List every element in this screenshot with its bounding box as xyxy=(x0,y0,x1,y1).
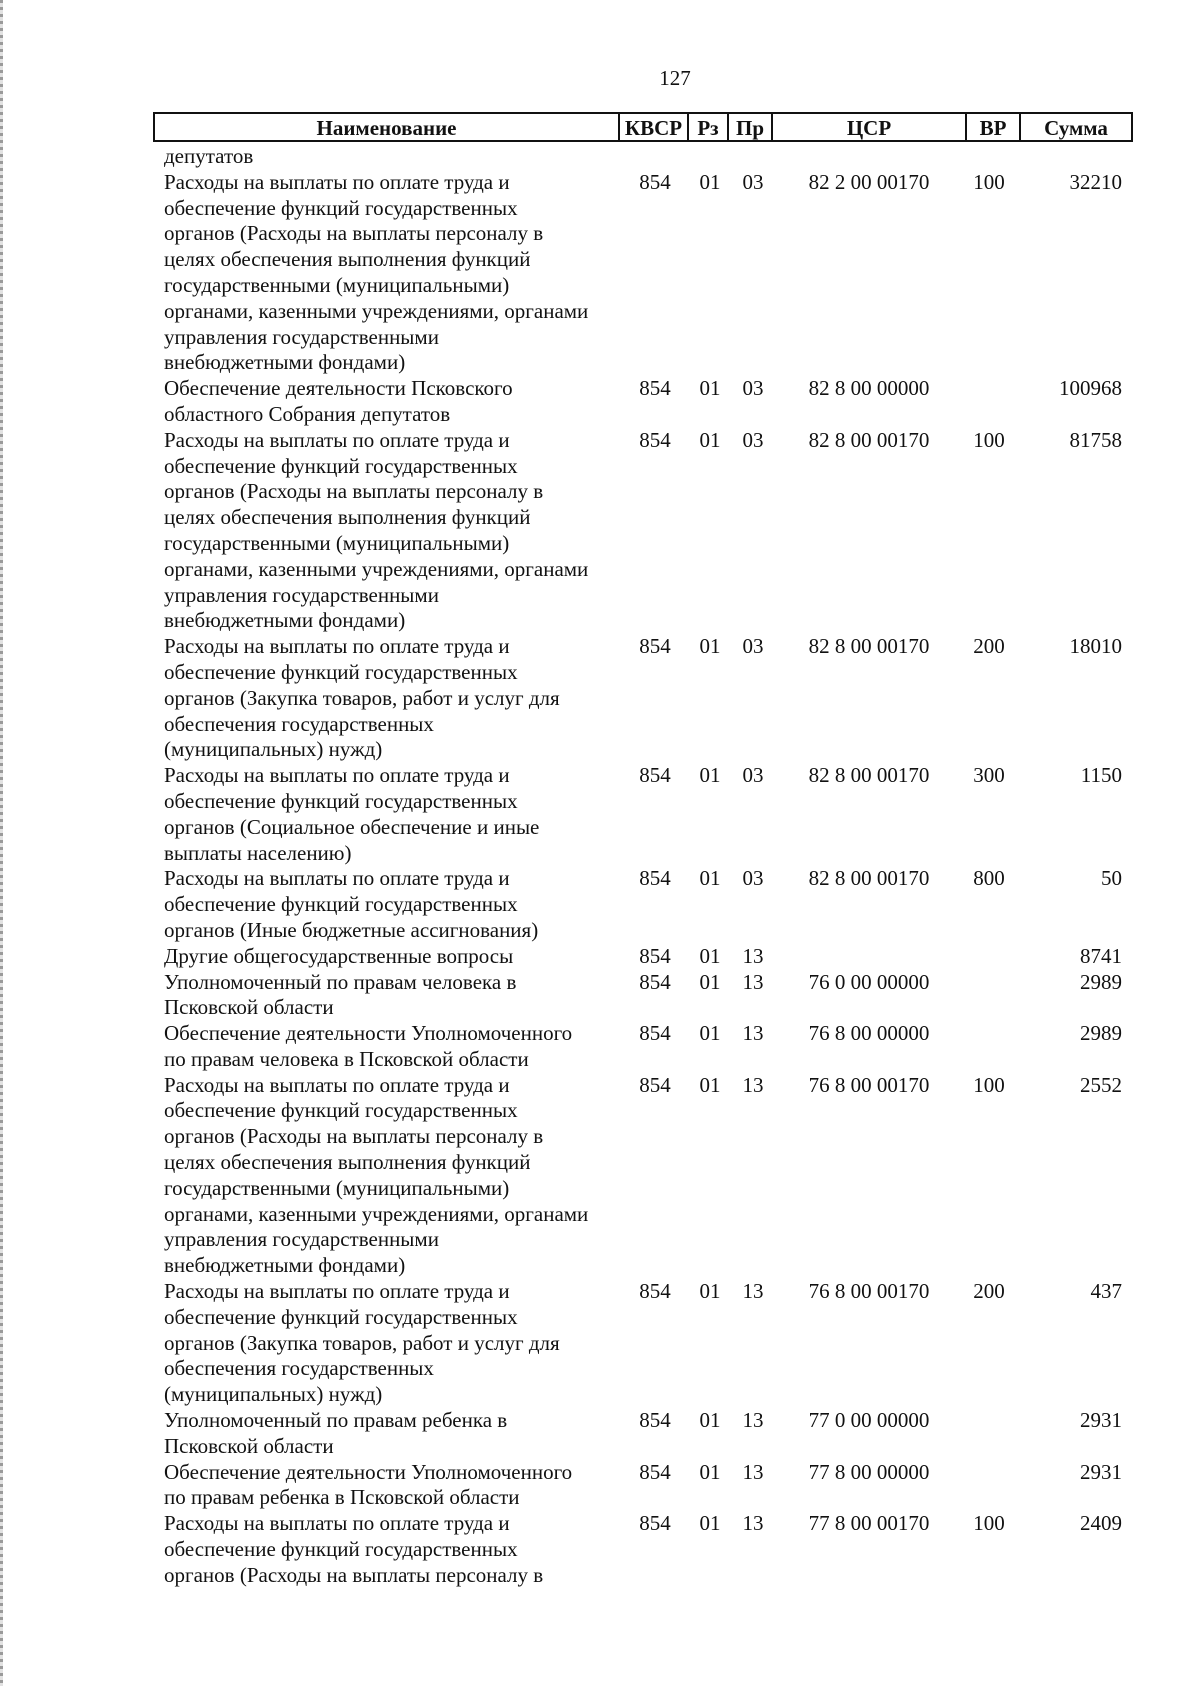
cell-name: Расходы на выплаты по оплате труда и обеспечение функций государственных органов (Социальное обеспечение и иные выплаты населению) xyxy=(164,763,540,865)
header-csr: ЦСР xyxy=(773,114,967,140)
cell-rz: 01 xyxy=(699,169,721,194)
cell-kvsr: 854 xyxy=(639,1408,671,1433)
cell-sum: 81758 xyxy=(1069,427,1122,452)
cell-name: Расходы на выплаты по оплате труда и обеспечение функций государственных органов (Иные бюджетные ассигнования) xyxy=(164,866,539,942)
cell-vr: 300 xyxy=(973,763,1005,788)
table-row xyxy=(0,944,1200,970)
table-row xyxy=(0,1511,1200,1588)
cell-kvsr: 854 xyxy=(639,943,671,968)
cell-sum: 2931 xyxy=(1080,1459,1122,1484)
cell-sum: 18010 xyxy=(1069,634,1122,659)
cell-vr: 100 xyxy=(973,1511,1005,1536)
cell-csr: 82 8 00 00170 xyxy=(808,763,930,788)
cell-sum: 8741 xyxy=(1080,943,1122,968)
cell-name: Обеспечение деятельности Уполномоченного по правам человека в Псковской области xyxy=(164,1021,573,1071)
cell-pr: 13 xyxy=(742,1511,764,1536)
cell-rz: 01 xyxy=(699,1408,721,1433)
cell-sum: 100968 xyxy=(1059,376,1122,401)
cell-csr: 82 8 00 00170 xyxy=(808,866,930,891)
header-name: Наименование xyxy=(155,114,620,140)
table-row xyxy=(0,428,1200,634)
cell-pr: 13 xyxy=(742,1408,764,1433)
cell-sum: 2409 xyxy=(1080,1511,1122,1536)
cell-rz: 01 xyxy=(699,1072,721,1097)
cell-rz: 01 xyxy=(699,866,721,891)
cell-rz: 01 xyxy=(699,634,721,659)
cell-kvsr: 854 xyxy=(639,1459,671,1484)
header-pr: Пр xyxy=(729,114,773,140)
cell-kvsr: 854 xyxy=(639,969,671,994)
table-row xyxy=(0,1021,1200,1073)
table-row xyxy=(0,866,1200,943)
cell-kvsr: 854 xyxy=(639,1072,671,1097)
table-row xyxy=(0,1279,1200,1408)
cell-csr: 76 0 00 00000 xyxy=(808,969,930,994)
cell-rz: 01 xyxy=(699,376,721,401)
cell-csr: 82 8 00 00170 xyxy=(808,634,930,659)
cell-rz: 01 xyxy=(699,1459,721,1484)
cell-csr: 82 2 00 00170 xyxy=(808,169,930,194)
cell-vr: 100 xyxy=(973,169,1005,194)
page-number: 127 xyxy=(659,66,691,90)
cell-sum: 2931 xyxy=(1080,1408,1122,1433)
table-row xyxy=(0,170,1200,376)
cell-pr: 13 xyxy=(742,969,764,994)
cell-name: Расходы на выплаты по оплате труда и обеспечение функций государственных органов (Расходы на выплаты персоналу в xyxy=(164,1511,544,1587)
table-row xyxy=(0,970,1200,1022)
cell-name: Расходы на выплаты по оплате труда и обеспечение функций государственных органов (Расходы на выплаты персоналу в целях обеспечения выполнения функций государственными (муниципальными) органами, казенными учреждениями, органами управления государственными внебюджетными фондами) xyxy=(164,1072,589,1278)
cell-csr: 76 8 00 00000 xyxy=(808,1021,930,1046)
cell-name: Обеспечение деятельности Уполномоченного по правам ребенка в Псковской области xyxy=(164,1459,573,1510)
cell-rz: 01 xyxy=(699,969,721,994)
header-kvsr: КВСР xyxy=(620,114,689,140)
header-rz: Рз xyxy=(689,114,729,140)
cell-pr: 13 xyxy=(742,1021,764,1046)
cell-csr: 82 8 00 00000 xyxy=(808,376,930,401)
cell-kvsr: 854 xyxy=(639,169,671,194)
cell-kvsr: 854 xyxy=(639,763,671,788)
cell-sum: 32210 xyxy=(1069,169,1122,194)
table-row xyxy=(0,634,1200,763)
cell-name: Обеспечение деятельности Псковского областного Собрания депутатов xyxy=(164,376,513,426)
cell-vr: 100 xyxy=(973,1072,1005,1097)
cell-rz: 01 xyxy=(699,1279,721,1304)
cell-name: Уполномоченный по правам человека в Псковской области xyxy=(164,969,517,1020)
cell-csr: 77 8 00 00000 xyxy=(808,1459,930,1484)
cell-sum: 1150 xyxy=(1080,763,1122,788)
table-row xyxy=(0,763,1200,866)
cell-pr: 03 xyxy=(742,866,764,891)
cell-csr: 76 8 00 00170 xyxy=(808,1072,930,1097)
cell-pr: 03 xyxy=(742,376,764,401)
table-row xyxy=(0,1408,1200,1460)
cell-name: депутатов xyxy=(164,144,254,168)
cell-kvsr: 854 xyxy=(639,634,671,659)
cell-sum: 437 xyxy=(1090,1279,1122,1304)
cell-csr: 77 0 00 00000 xyxy=(808,1408,930,1433)
header-vr: ВР xyxy=(967,114,1021,140)
table-header xyxy=(153,112,1133,142)
cell-name: Расходы на выплаты по оплате труда и обеспечение функций государственных органов (Расходы на выплаты персоналу в целях обеспечения выполнения функций государственными (муниципальными) органами, казенными учреждениями, органами управления государственными внебюджетными фондами) xyxy=(164,427,589,633)
header-sum: Сумма xyxy=(1044,116,1108,140)
cell-sum: 2552 xyxy=(1080,1072,1122,1097)
cell-pr: 13 xyxy=(742,1459,764,1484)
cell-kvsr: 854 xyxy=(639,427,671,452)
cell-rz: 01 xyxy=(699,1021,721,1046)
cell-rz: 01 xyxy=(699,943,721,968)
cell-vr: 100 xyxy=(973,427,1005,452)
cell-kvsr: 854 xyxy=(639,1021,671,1046)
cell-name: Уполномоченный по правам ребенка в Псковской области xyxy=(164,1408,508,1458)
cell-pr: 03 xyxy=(742,763,764,788)
cell-sum: 50 xyxy=(1101,866,1122,891)
cell-pr: 03 xyxy=(742,169,764,194)
cell-pr: 13 xyxy=(742,1279,764,1304)
cell-vr: 200 xyxy=(973,1279,1005,1304)
table-row xyxy=(0,1460,1200,1512)
cell-pr: 13 xyxy=(742,1072,764,1097)
cell-rz: 01 xyxy=(699,1511,721,1536)
cell-sum: 2989 xyxy=(1080,969,1122,994)
table-body xyxy=(0,144,1200,1589)
cell-kvsr: 854 xyxy=(639,376,671,401)
cell-name: Расходы на выплаты по оплате труда и обеспечение функций государственных органов (Закупка товаров, работ и услуг для обеспечения государственных (муниципальных) нужд) xyxy=(164,634,560,762)
cell-vr: 200 xyxy=(973,634,1005,659)
cell-pr: 03 xyxy=(742,634,764,659)
cell-kvsr: 854 xyxy=(639,866,671,891)
table-row xyxy=(0,1073,1200,1279)
cell-pr: 03 xyxy=(742,427,764,452)
cell-rz: 01 xyxy=(699,763,721,788)
cell-csr: 82 8 00 00170 xyxy=(808,427,930,452)
cell-rz: 01 xyxy=(699,427,721,452)
cell-kvsr: 854 xyxy=(639,1511,671,1536)
cell-csr: 76 8 00 00170 xyxy=(808,1279,930,1304)
table-row xyxy=(0,144,1200,170)
table-row xyxy=(0,376,1200,428)
cell-kvsr: 854 xyxy=(639,1279,671,1304)
cell-sum: 2989 xyxy=(1080,1021,1122,1046)
cell-csr: 77 8 00 00170 xyxy=(808,1511,930,1536)
cell-name: Другие общегосударственные вопросы xyxy=(164,943,514,968)
cell-name: Расходы на выплаты по оплате труда и обеспечение функций государственных органов (Закупка товаров, работ и услуг для обеспечения государственных (муниципальных) нужд) xyxy=(164,1279,560,1407)
cell-vr: 800 xyxy=(973,866,1005,891)
cell-name: Расходы на выплаты по оплате труда и обеспечение функций государственных органов (Расходы на выплаты персоналу в целях обеспечения выполнения функций государственными (муниципальными) органами, казенными учреждениями, органами управления государственными внебюджетными фондами) xyxy=(164,169,589,375)
cell-pr: 13 xyxy=(742,943,764,968)
